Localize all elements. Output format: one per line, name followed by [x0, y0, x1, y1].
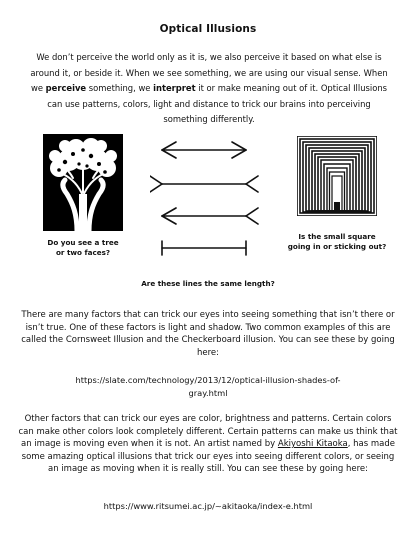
slate-link-line-1[interactable]: https://slate.com/technology/2013/12/optical-illusion-shades-of-: [75, 375, 341, 385]
intro-text-3: it or make meaning out of it. Optical Illusions can use patterns, colors, light and distance to trick our brains into perceiving something differently.: [47, 83, 387, 124]
arrow-line-2: [150, 176, 258, 192]
bracket-line-4: [162, 241, 246, 255]
square-caption-line-2: going in or sticking out?: [287, 242, 387, 251]
ritsumei-link[interactable]: https://www.ritsumei.ac.jp/~akitaoka/index-e.html: [103, 501, 313, 511]
intro-text-2: something, we: [86, 83, 154, 93]
light-shadow-paragraph: There are many factors that can trick our eyes into seeing something that isn’t there or isn’t true. One of these factors is light and shadow. Two common examples of this are called the Cornsweet Illusion and the Checkerboard illusion. You can see these by going here:: [21, 310, 395, 358]
color-text-after: , has made some amazing optical illusions that trick our eyes into seeing different colors, or seeing an image as moving when it is really still. You can see these by going here:: [21, 439, 395, 474]
lines-caption: Are these lines the same length?: [141, 279, 275, 288]
intro-bold-perceive: perceive: [45, 83, 87, 93]
intro-paragraph: [30, 50, 388, 128]
color-patterns-paragraph: [18, 413, 398, 476]
intro-bold-interpret: interpret: [153, 83, 196, 93]
nested-squares-illustration: [297, 136, 377, 216]
slate-link-line-2[interactable]: gray.html: [188, 387, 228, 398]
intro-text-1: We don’t perceive the world only as it is, we also perceive it based on what else is around it, or beside it. When we see something, we are using our visual sense. When we: [30, 52, 388, 93]
color-text-before: Other factors that can trick our eyes are color, brightness and patterns. Certain colors can make other colors look completely different. Certain patterns can make us think that an image is moving even when it is not. An artist named by: [18, 414, 398, 449]
muller-lyer-illustration: [150, 140, 262, 260]
slate-link[interactable]: [18, 374, 398, 399]
square-caption-line-1: Is the small square: [298, 232, 376, 241]
artist-name: Akiyoshi Kitaoka: [277, 439, 348, 449]
arrow-line-1: [162, 142, 246, 158]
tree-caption-line-1: Do you see a tree: [47, 238, 119, 247]
tree-caption-line-2: or two faces?: [55, 248, 111, 257]
tree-faces-illustration: [43, 134, 123, 231]
square-caption: [280, 232, 394, 252]
tree-caption: [30, 238, 136, 258]
arrow-line-3: [162, 208, 258, 224]
page-title: Optical Illusions: [159, 23, 257, 35]
